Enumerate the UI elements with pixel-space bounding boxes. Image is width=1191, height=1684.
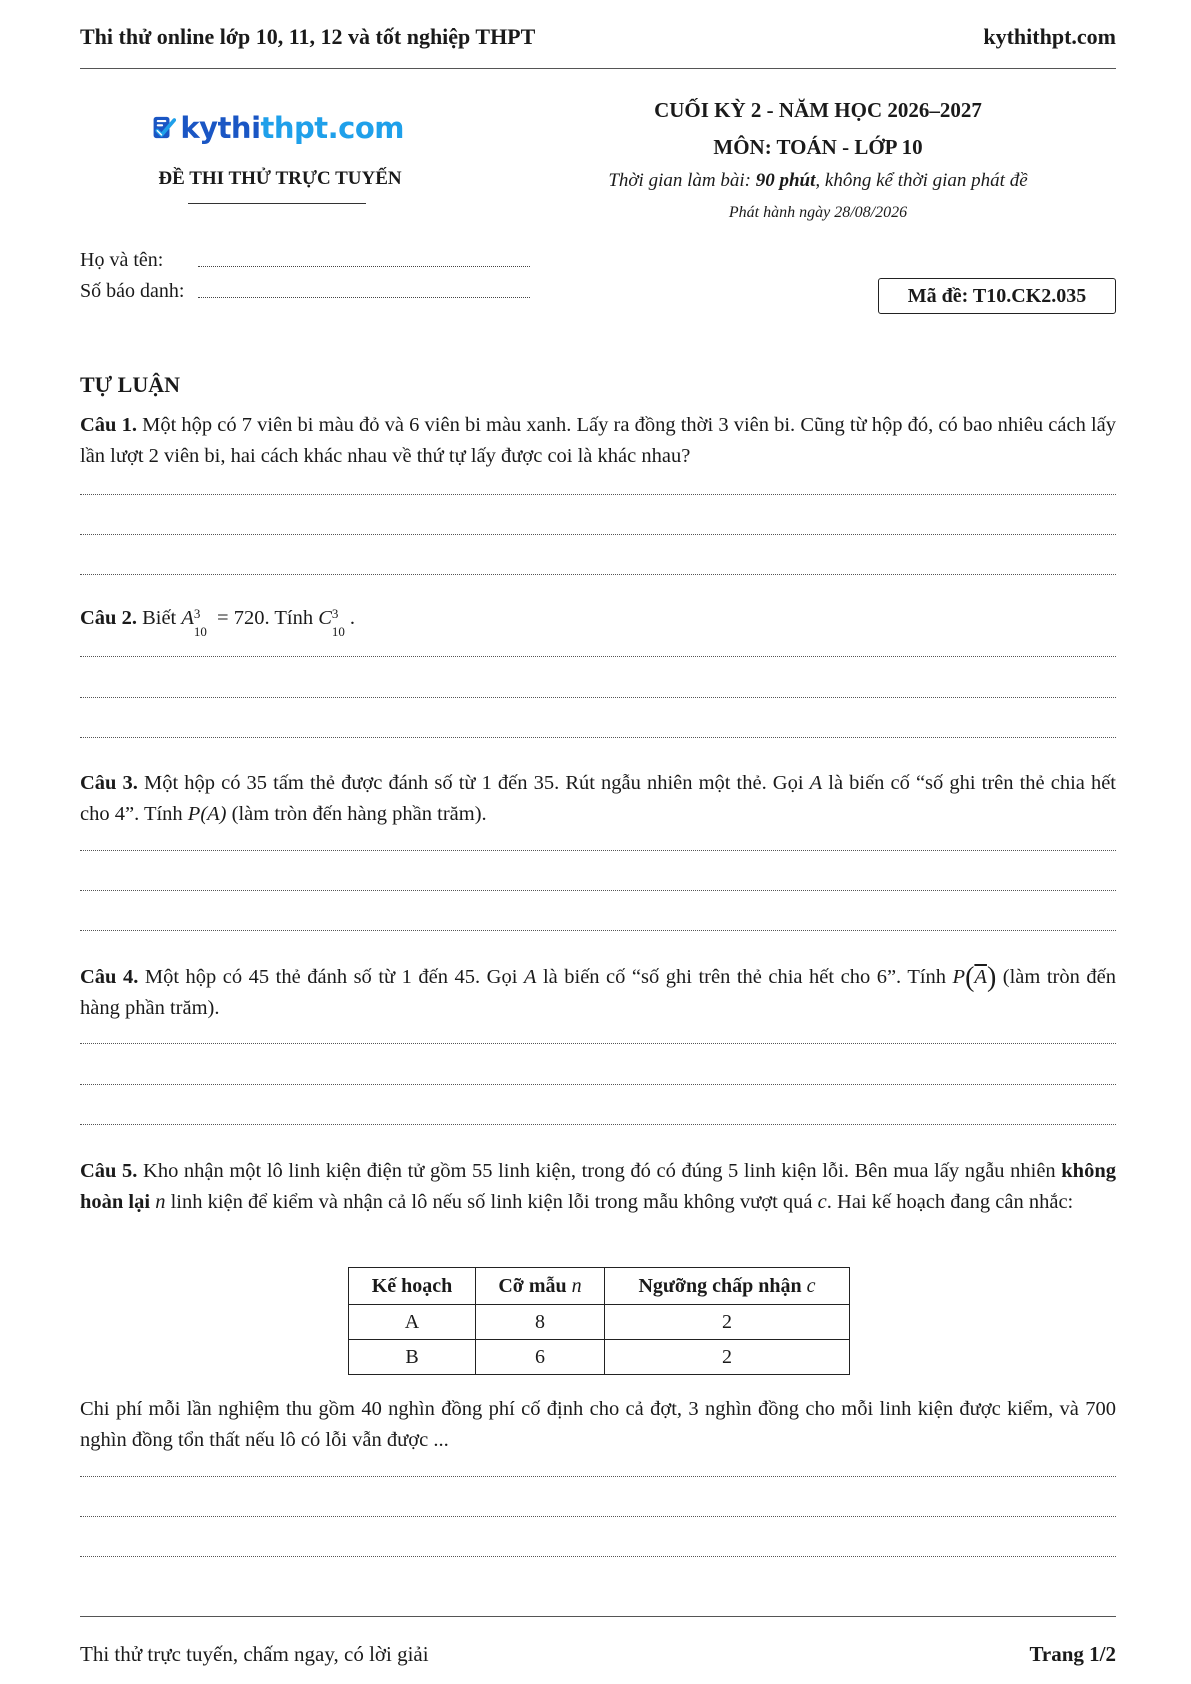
subtitle-underline [188, 203, 366, 204]
answer-line[interactable] [80, 1556, 1116, 1557]
name-dotted-line [198, 266, 530, 267]
footer-rule [80, 1616, 1116, 1617]
answer-line[interactable] [80, 534, 1116, 535]
exam-info [520, 96, 1116, 224]
answer-line[interactable] [80, 1516, 1116, 1517]
question-5: Câu 5. Kho nhận một lô linh kiện điện tử gồm 55 linh kiện, trong đó có đúng 5 linh kiện lỗi. Bên mua lấy ngẫu nhiên không hoàn lại n linh kiện để kiểm và nhận cả lô nếu số linh kiện lỗi trong mẫu không vượt quá c. Hai kế hoạch đang cân nhắc: [80, 1160, 1116, 1213]
header-rule [80, 68, 1116, 69]
table-header-row [349, 1268, 850, 1305]
table-row [349, 1305, 850, 1340]
question-label: Câu 1. [80, 414, 137, 436]
question-label: Câu 3. [80, 772, 138, 794]
threshold-cell: 2 [605, 1340, 850, 1375]
exam-title: CUỐI KỲ 2 - NĂM HỌC 2026–2027 [654, 98, 982, 122]
question-1 [80, 410, 1116, 472]
plan-cell: A [349, 1305, 476, 1340]
column-header-threshold: Ngưỡng chấp nhận c [605, 1268, 850, 1305]
plan-cell: B [349, 1340, 476, 1375]
running-header-site[interactable]: kythithpt.com [983, 24, 1116, 49]
running-header [80, 22, 1116, 52]
site-logo[interactable] [152, 102, 404, 154]
question-text: Một hộp có 7 viên bi màu đỏ và 6 viên bi màu xanh. Lấy ra đồng thời 3 viên bi. Cũng từ hộp đó, có bao nhiêu cách lấy lần lượt 2 viên bi, hai cách khác nhau về thứ tự lấy được coi là khác nhau? [80, 414, 1117, 467]
column-header-sample-size: Cỡ mẫu n [476, 1268, 605, 1305]
table-row [349, 1340, 850, 1375]
candidate-id-label: Số báo danh: [80, 280, 185, 302]
release-date: Phát hành ngày 28/08/2026 [728, 204, 908, 221]
threshold-cell: 2 [605, 1305, 850, 1340]
answer-line[interactable] [80, 574, 1116, 575]
name-field[interactable] [80, 246, 580, 274]
footer-tagline: Thi thử trực tuyến, chấm ngay, có lời giải [80, 1642, 429, 1666]
section-title: TỰ LUẬN [80, 372, 181, 397]
answer-line[interactable] [80, 1043, 1116, 1044]
question-label: Câu 4. [80, 966, 139, 988]
question-4: Câu 4. Một hộp có 45 thẻ đánh số từ 1 đến 45. Gọi A là biến cố “số ghi trên thẻ chia hết cho 6”. Tính $P(\overline{A})$ (làm tròn đến hàng phần trăm). [80, 962, 1116, 1019]
question-2: Câu 2. Biết A 3 10 = 720. Tính C 3 10 . [80, 606, 356, 639]
answer-line[interactable] [80, 737, 1116, 738]
exam-code-badge: Mã đề: T10.CK2.035 [878, 278, 1116, 314]
exam-subject: MÔN: TOÁN - LỚP 10 [713, 135, 923, 159]
running-header-left: Thi thử online lớp 10, 11, 12 và tốt nghiệp THPT [80, 24, 536, 49]
answer-line[interactable] [80, 1084, 1116, 1085]
logo-wordmark: kythithpt.com [180, 111, 404, 145]
answer-line[interactable] [80, 656, 1116, 657]
question-3: Câu 3. Một hộp có 35 tấm thẻ được đánh số từ 1 đến 35. Rút ngẫu nhiên một thẻ. Gọi A là biến cố “số ghi trên thẻ chia hết cho 4”. Tính P(A) (làm tròn đến hàng phần trăm). [80, 772, 1116, 825]
answer-line[interactable] [80, 1476, 1116, 1477]
exam-duration: Thời gian làm bài: 90 phút, không kể thời gian phát đề [608, 170, 1028, 191]
answer-line[interactable] [80, 850, 1116, 851]
question-label: Câu 5. [80, 1160, 138, 1182]
column-header-plan: Kế hoạch [349, 1268, 476, 1305]
answer-line[interactable] [80, 494, 1116, 495]
question-5-continuation: Chi phí mỗi lần nghiệm thu gồm 40 nghìn đồng phí cố định cho cả đợt, 3 nghìn đồng cho mỗi linh kiện được kiểm, và 700 nghìn đồng tổn thất nếu lô có lỗi vẫn được ... [80, 1398, 1116, 1451]
answer-line[interactable] [80, 930, 1116, 931]
answer-line[interactable] [80, 890, 1116, 891]
page-footer [80, 1642, 1116, 1667]
candidate-id-field[interactable] [80, 277, 580, 305]
question-label: Câu 2. [80, 607, 137, 629]
sample-size-cell: 8 [476, 1305, 605, 1340]
answer-line[interactable] [80, 1124, 1116, 1125]
sample-size-cell: 6 [476, 1340, 605, 1375]
answer-line[interactable] [80, 697, 1116, 698]
exam-page [80, 0, 1116, 1684]
checklist-document-icon [152, 103, 176, 153]
online-exam-subtitle: ĐỀ THI THỬ TRỰC TUYẾN [158, 168, 402, 189]
page-number: Trang 1/2 [1029, 1642, 1116, 1666]
name-label: Họ và tên: [80, 249, 164, 271]
sampling-plan-table [348, 1267, 850, 1375]
candidate-id-dotted-line [198, 297, 530, 298]
